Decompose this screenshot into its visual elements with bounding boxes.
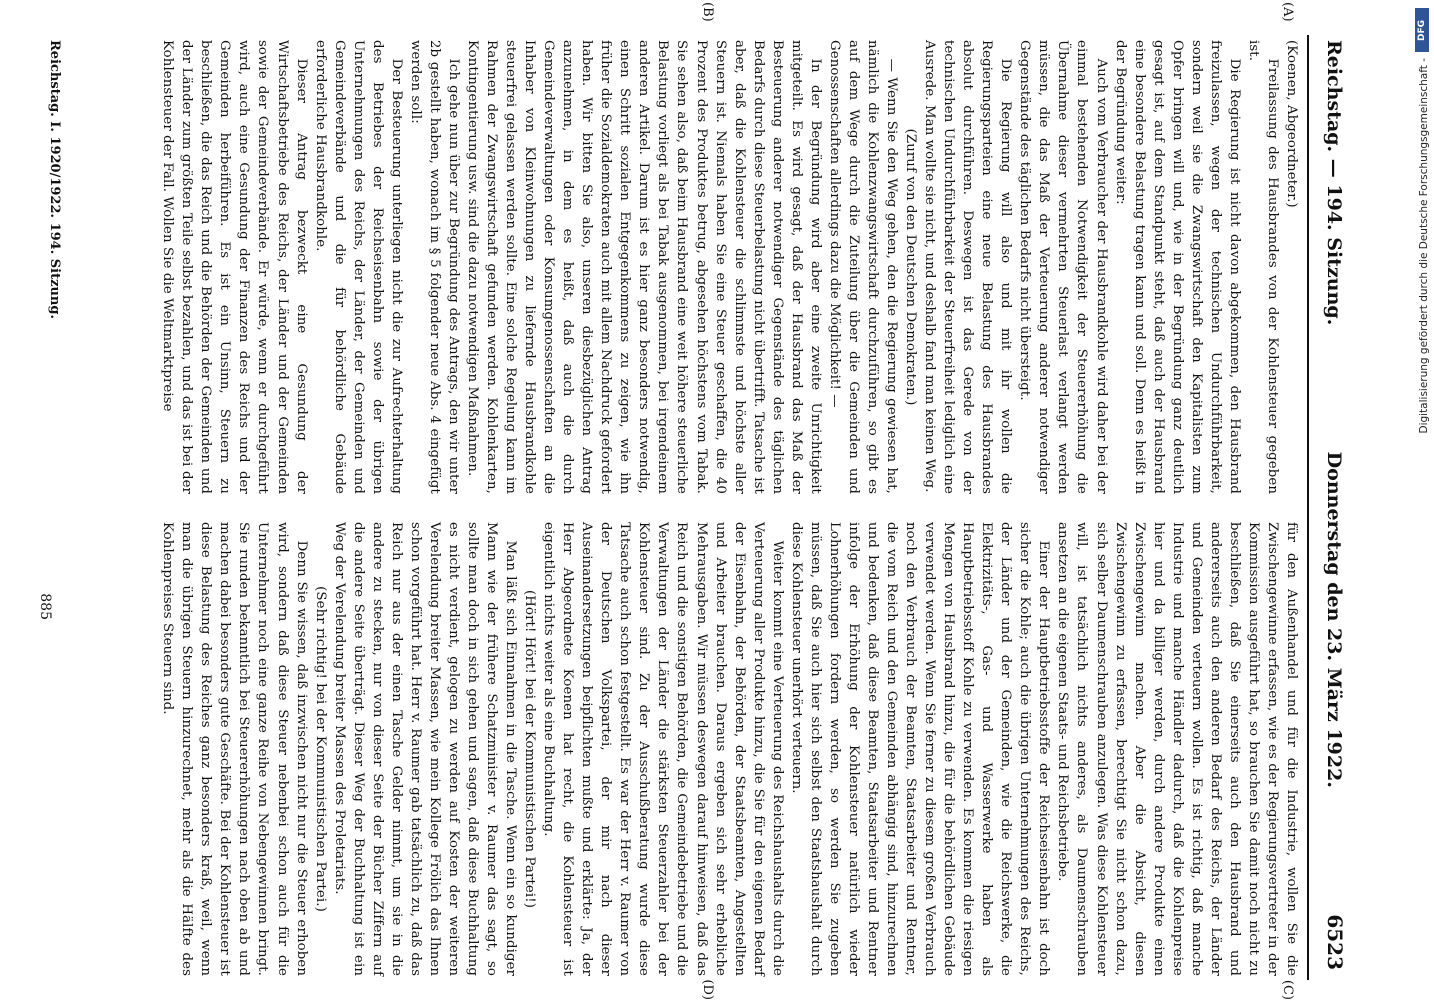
right-column-paragraph: Denn Sie wissen, daß inzwischen nicht nur die Steuer erhoben wird, sondern daß diese Steuer nebenbei schon auch für die Unternehmer noch eine ganze Reihe von Nebengewinnen bringt. Sie runden bekanntlich bei Steuererhöhungen nach oben ab und machen dabei besonders gute Geschäfte. Bei der Kohlensteuer ist diese Belastung des Reiches ganz besonders kraß, weil, wenn man die übrigen Steuern hinzurechnet, mehr als die Hälfte des Kohlenpreises Steuern sind. <box>160 522 309 976</box>
left-column <box>75 40 1301 494</box>
left-column-paragraph: Die Regierung ist nicht davon abgekommen, den Hausbrand freizulassen, wegen der technischen Undurchführbarkeit, sondern weil sie die Zwangswirtschaft den Kapitalisten zum Opfer bringen will und, wie in der Begründung ganz deutlich gesagt ist, auf dem Standpunkt steht, daß auch der Hausbrand eine besondere Belastung tragen kann und soll. Denn es heißt in der Begründung weiter: <box>1112 40 1242 494</box>
left-column-paragraph: (Koenen, Abgeordneter.) <box>1284 40 1299 208</box>
left-column-paragraph: Dieser Antrag bezweckt eine Gesundung der Wirtschaftsbetriebe des Reichs, der Länder und der Gemeinden sowie der Gemeindeverbände. Er würde, wenn er durchgeführt wird, auch eine Gesundung der Finanzen des Reichs und der Gemeinden herbeiführen. Es ist ein Unsinn, Steuern zu beschließen, die das Reich und die Behörden der Gemeinden und der Länder zum größten Teile selbst bezahlen, und das ist bei der Kohlensteuer der Fall. Wollen Sie die Weltmarktpreise <box>160 40 309 494</box>
left-column-paragraph: Ich gehe nun über zur Begründung des Antrags, den wir unter 2b gestellt haben, wonach im § 5 folgender neue Abs. 4 eingefügt werden soll: <box>407 40 461 494</box>
right-column-paragraph: Einer der Hauptbetriebsstoffe der Reichseisenbahn ist doch sicher die Kohle; auch die übrigen Unternehmungen des Reichs, der Länder und der Gemeinden, wie die Reichswerke, die Elektrizitäts-, Gas- und Wasserwerke haben als Hauptbetriebsstoff Kohle zu verwenden. Es kommen die riesigen Mengen von Hausbrand hinzu, die für die behördlichen Gebäude verwendet werden. Wenn Sie ferner zu diesem großen Verbrauch noch den Verbrauch der Beamten, Staatsarbeiter und Rentner, die vom Reich und den Gemeinden abhängig sind, hinzurechnen und bedenken, daß diese Beamten, Staatsarbeiter und Rentner infolge der Erhöhung der Kohlensteuer natürlich wieder Lohnerhöhungen fordern werden, so werden Sie zugeben müssen, daß Sie auch hier sich selbst den Staatshaushalt durch diese Kohlensteuer unerhört verteuern. <box>788 522 1052 976</box>
page-number-bottom: 885 <box>37 593 53 620</box>
digitization-credit: Digitalisierung gefördert durch die Deutsche Forschungsgemeinschaft - <box>1418 58 1430 434</box>
right-column-paragraph: (Sehr richtig! bei der Kommunistischen Partei.) <box>312 586 328 912</box>
page-number-top: 6523 <box>1323 914 1347 970</box>
header-date: Donnerstag den 23. März 1922. <box>1323 451 1345 788</box>
left-column-paragraph: Auch vom Verbraucher der Hausbrandkohle wird daher bei der einmal bestehenden Notwendigkeit der Steuererhöhung die Übernahme dieser vermehrten Steuerlast verlangt werden müssen, die das Maß der Verteuerung anderer notwendiger Gegenstände des täglichen Bedarfs nicht übersteigt. <box>1017 40 1109 494</box>
header-left: Reichstag. — 194. Sitzung. <box>1323 40 1345 326</box>
newspaper-page <box>5 0 1365 1000</box>
left-column-paragraph: Der Besteuerung unterliegen nicht die zur Aufrechterhaltung des Betriebes der Reichseisenbahn sowie der übrigen Unternehmungen des Reichs, der Länder, der Gemeinden und Gemeindeverbände und die für behördliche Gebäude erforderliche Hausbrandkohle. <box>312 40 404 494</box>
left-column-paragraph: — Wenn Sie den Weg gehen, den die Regierung gewiesen hat, nämlich die Kohlenzwangswirtschaft durchzuführen, so gibt es auf dem Wege durch die Zuteilung über die Gemeinden und Genossenschaften allerdings dazu die Möglichkeit! — <box>826 40 900 494</box>
page-header <box>1313 40 1347 970</box>
right-column-paragraph: für den Außenhandel und für die Industrie, wollen Sie die Zwischengewinne erfassen, wie es der Regierungsvertreter in der Kommission ausgeführt hat, so brauchen Sie damit noch nicht zu beschließen, daß Sie einerseits auch den Hausbrand und andererseits auch den anderen Bedarf des Reichs, der Länder und Gemeinden verteuern wollen. Es ist richtig, daß manche Industrie und manche Händler dadurch, daß die Kohlenpreise hier und da billiger werden, durch andere Produkte einen Zwischengewinn machen. Aber die Absicht, diesen Zwischengewinn zu erfassen, berechtigt Sie nicht schon dazu, sich selber Daumenschrauben anzulegen. Was diese Kohlensteuer will, ist tatsächlich nichts anderes, als Daumenschrauben ansetzen an die eigenen Staats- und Reichsbetriebe. <box>1055 522 1299 976</box>
text-columns <box>75 40 1301 976</box>
left-column-paragraph: Die Regierung will also und mit ihr wollen die Regierungsparteien eine neue Belastung des Hausbrandes absolut durchführen. Deswegen ist das Gerede von der technischen Undurchführbarkeit der Steuerfreiheit lediglich eine Ausrede. Man wollte sie nicht, und deshalb fand man keinen Weg. <box>922 40 1014 494</box>
digitization-sidebar <box>1412 0 1434 1000</box>
header-rule <box>1307 35 1309 980</box>
page-footer: Reichstag. I. 1920/1922. 194. Sitzung. <box>47 40 62 319</box>
right-column <box>75 522 1301 976</box>
left-column-paragraph: Freilassung des Hausbrandes von der Kohlensteuer gegeben ist. <box>1245 40 1280 494</box>
dfg-logo: DFG <box>1415 8 1429 52</box>
right-column-paragraph: (Hört! Hört! bei der Kommunistischen Partei!) <box>522 590 538 908</box>
left-column-paragraph: (Zuruf von den Deutschen Demokraten.) <box>903 128 919 406</box>
right-column-paragraph: Man läßt sich Einnahmen in die Tasche. Wenn ein so kundiger Mann wie der frühere Schatzminister v. Raumer das sagt, so sollte man doch in sich gehen und sagen, daß diese Buchhaltung es nicht verdient, gelogen zu werden auf Kosten der weiteren Verelendung breiter Massen, wie mein Kollege Frölich das Ihnen schon vorgeführt hat. Herr v. Raumer gab tatsächlich zu, daß das Reich nur aus der einen Tasche Gelder nimmt, um sie in die andere zu stecken, nur von dieser Seite der Bücher Ziffern auf die andere Seite überträgt. Dieser Weg der Buchhaltung ist ein Weg der Verelendung breiter Massen des Proletariats. <box>331 522 519 976</box>
margin-marker-b: (B) <box>700 2 715 22</box>
right-column-paragraph: Weiter kommt eine Verteuerung des Reichshaushalts durch die Verteuerung aller Produkte hinzu, die Sie für den eigenen Bedarf der Eisenbahn, der Behörden, der Staatsbeamten, Angestellten und Arbeiter brauchen. Daraus ergeben sich sehr erhebliche Mehrausgaben. Wir müssen deswegen darauf hinweisen, daß das Reich und die sonstigen Behörden, die Gemeindebetriebe und die Verwaltungen der Länder die stärksten Steuerzahler bei der Kohlensteuer sind. Zu der Ausschußberatung wurde diese Tatsache auch schon festgestellt. Es war der Herr v. Raumer von der Deutschen Volkspartei, der mir nach dieser Auseinandersetzungen beipflichten mußte und erklärte: Ja, der Herr Abgeordnete Koenen hat recht, die Kohlensteuer ist eigentlich nichts weiter als eine Buchhaltung. <box>541 522 785 976</box>
margin-marker-d: (D) <box>700 979 715 1000</box>
margin-marker-a: (A) <box>1280 2 1295 22</box>
left-column-paragraph: In der Begründung wird aber eine zweite Unrichtigkeit mitgeteilt. Es wird gesagt, daß der Hausbrand das Maß der Besteuerung anderer notwendiger Gegenstände des täglichen Bedarfs durch diese Steuerbelastung nicht übertrifft. Tatsache ist aber, daß die Kohlensteuer die schlimmste und höchste aller Steuern ist. Niemals haben Sie eine Steuer geschaffen, die 40 Prozent des Produktes betrug, abgesehen höchstens vom Tabak. Sie sehen also, daß beim Hausbrand eine weit höhere steuerliche Belastung vorliegt als bei Tabak ausgenommen, bei irgendeinem anderen Artikel. Darum ist es hier ganz besonders notwendig, einen Schritt sozialen Entgegenkommens zu zeigen, wie ihn früher die Sozialdemokraten auch mit allem Nachdruck gefordert haben. Wir bitten Sie also, unseren diesbezüglichen Antrag anzunehmen, in dem es heißt, daß auch die durch Gemeindeverwaltungen oder Konsumgenossenschaften an die Inhaber von Kleinwohnungen zu liefernde Hausbrandkohle steuerfrei gelassen werden sollte. Eine solche Regelung kann im Rahmen der Zwangswirtschaft gefunden werden. Kohlenkarten, Kontingentierung usw. sind die dazu notwendigen Maßnahmen. <box>464 40 823 494</box>
margin-marker-c: (C) <box>1280 979 1295 1000</box>
